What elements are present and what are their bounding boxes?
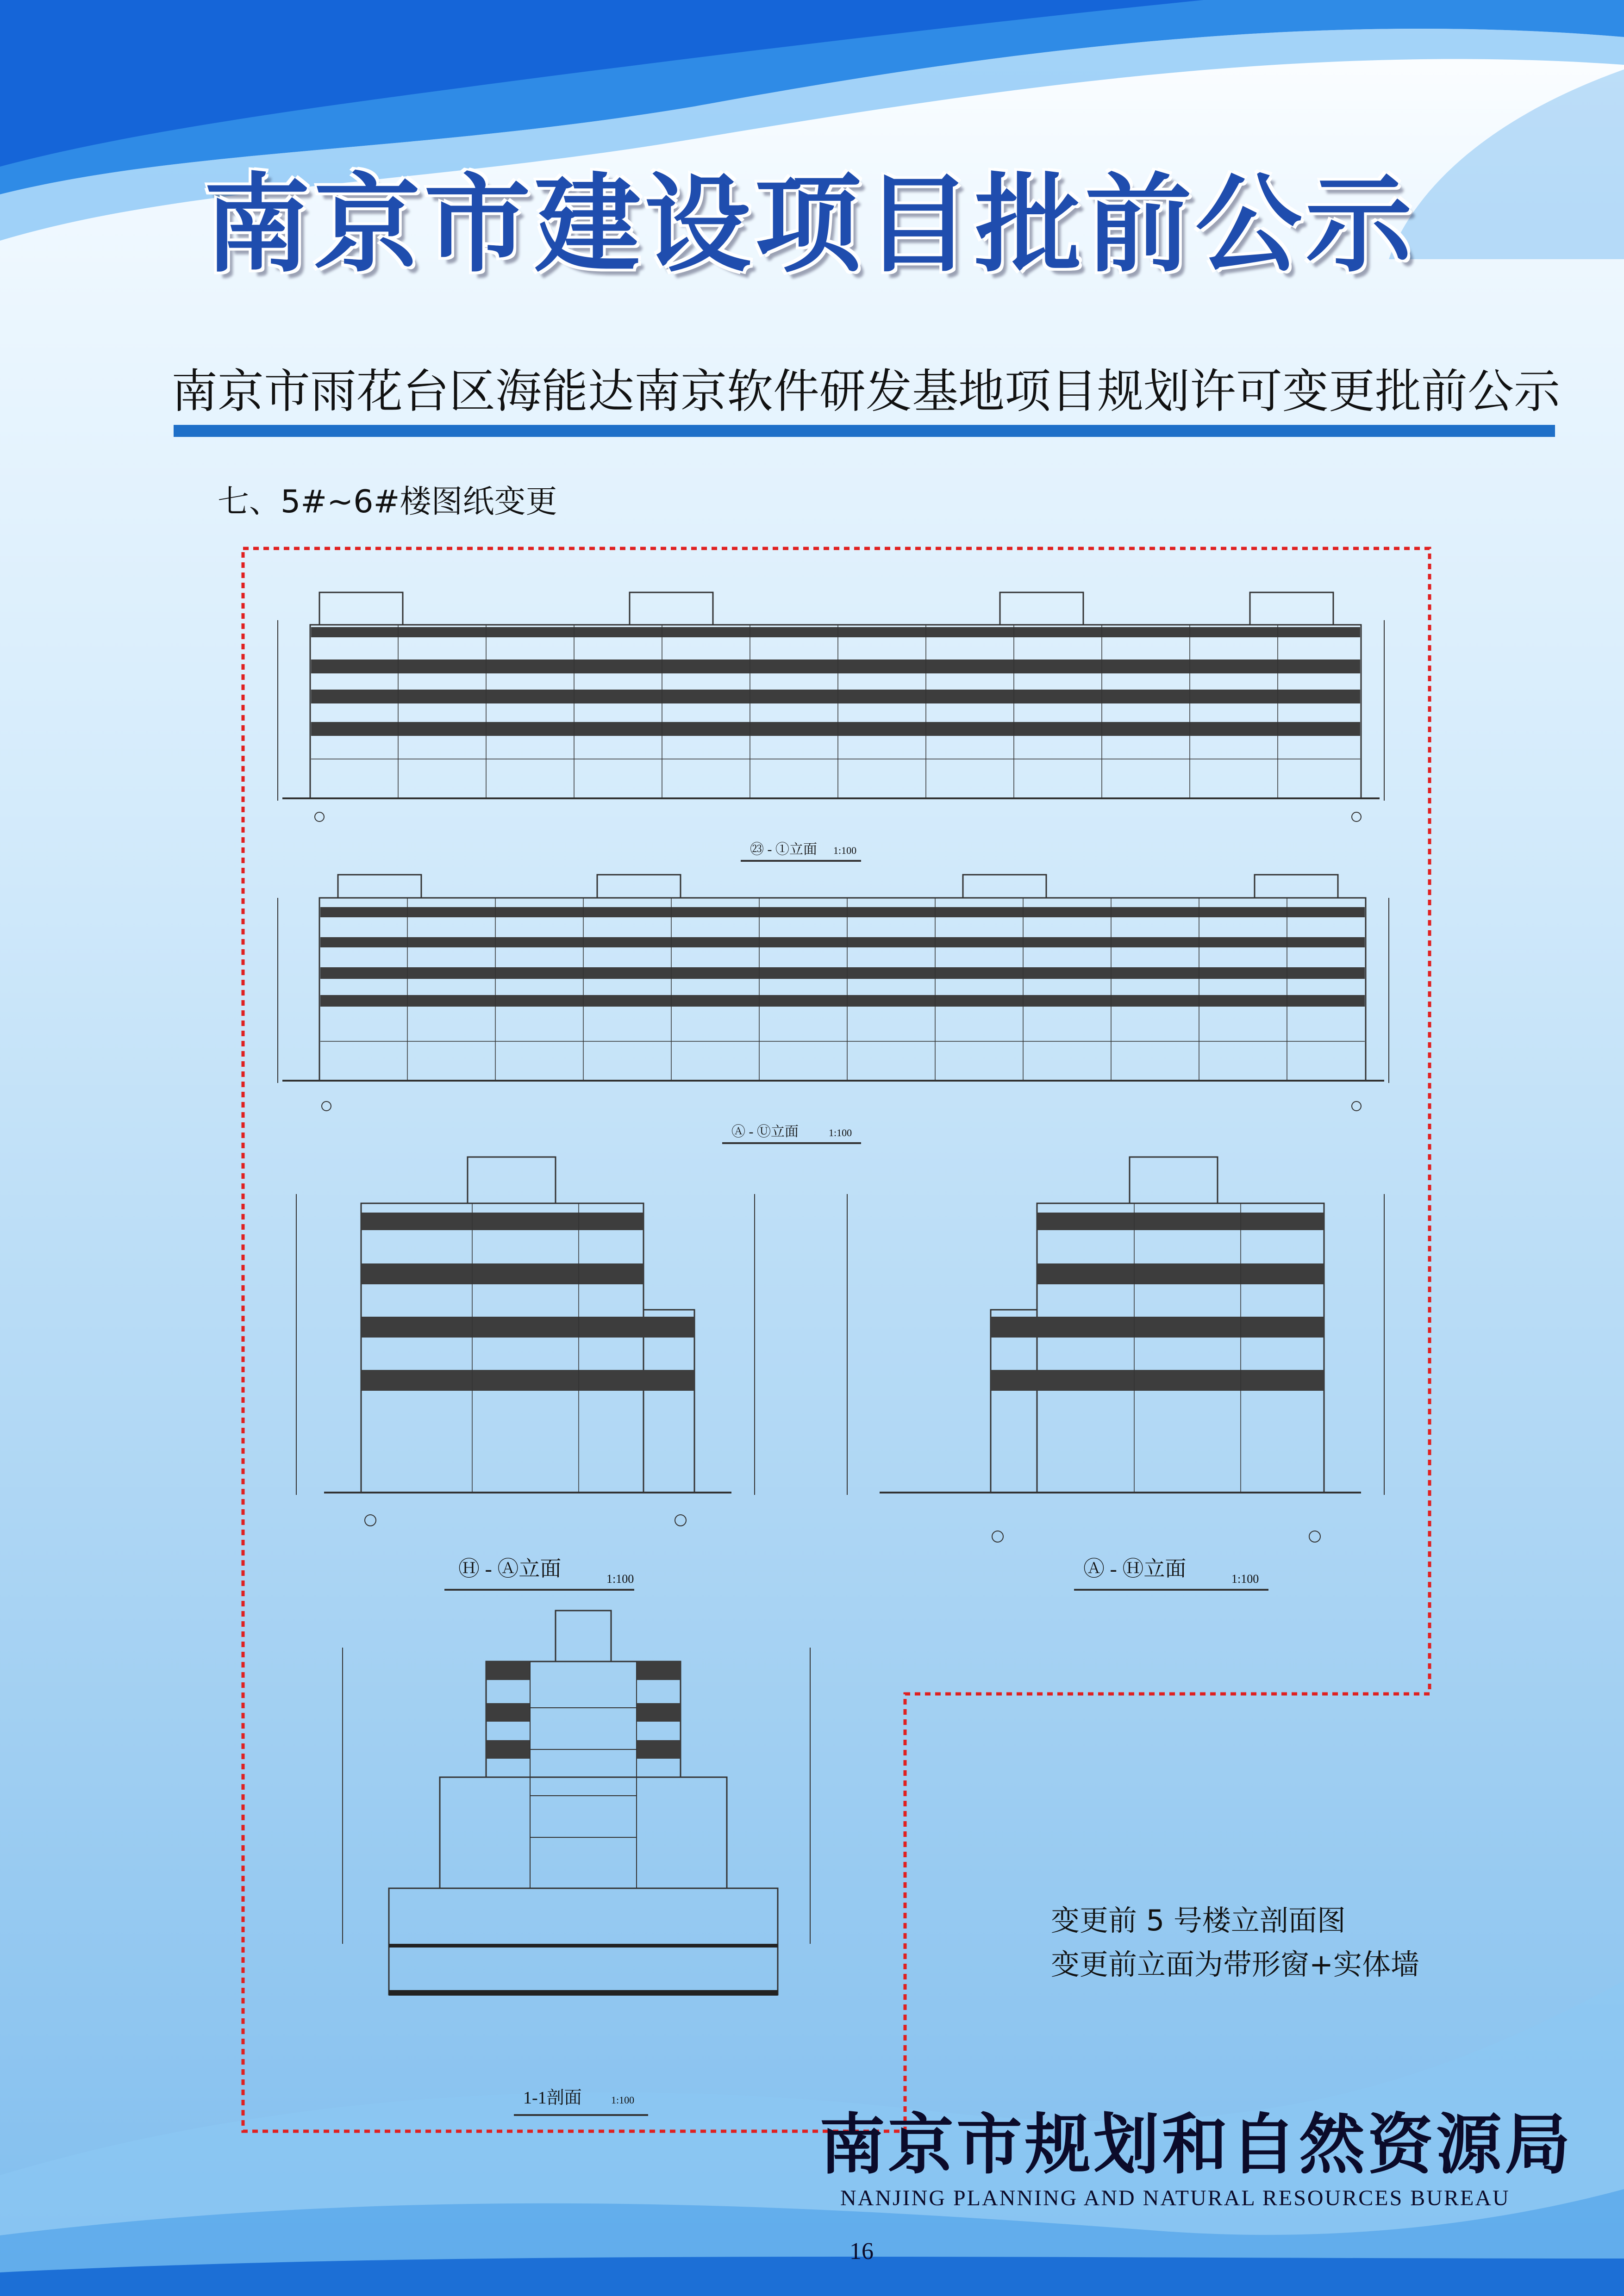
elevation-2-scale: 1:100	[829, 1127, 852, 1139]
subtitle: 南京市雨花台区海能达南京软件研发基地项目规划许可变更批前公示	[171, 364, 1560, 418]
elevation-4-scale: 1:100	[1231, 1572, 1259, 1586]
bureau-name-cn: 南京市规划和自然资源局	[819, 2106, 1573, 2183]
section-1-1	[343, 1611, 810, 2115]
elevation-4	[847, 1157, 1384, 1590]
section-caption: 1-1剖面	[523, 2088, 582, 2108]
drawing-frame	[243, 548, 1430, 2131]
elevation-2	[278, 875, 1389, 1143]
elevation-1-scale: 1:100	[833, 845, 857, 856]
section-heading: 七、5#~6#楼图纸变更	[218, 484, 557, 520]
elevation-1	[278, 592, 1384, 861]
bureau-name-en: NANJING PLANNING AND NATURAL RESOURCES BUREAU	[840, 2186, 1510, 2210]
elevation-3	[296, 1157, 755, 1590]
elevation-4-caption: Ⓐ - Ⓗ立面	[1083, 1557, 1187, 1580]
elevation-2-caption: Ⓐ - Ⓤ立面	[731, 1124, 799, 1139]
change-note-line-2: 变更前立面为带形窗+实体墙	[1051, 1948, 1419, 1981]
elevation-3-caption: Ⓗ - Ⓐ立面	[458, 1557, 562, 1580]
main-title: 南京市建设项目批前公示	[204, 162, 1416, 287]
page-number: 16	[849, 2238, 874, 2265]
change-note-line-1: 变更前 5 号楼立剖面图	[1051, 1904, 1346, 1937]
elevation-3-scale: 1:100	[606, 1572, 634, 1586]
section-scale: 1:100	[611, 2094, 635, 2106]
elevation-1-caption: ㉓ - ①立面	[750, 842, 817, 857]
